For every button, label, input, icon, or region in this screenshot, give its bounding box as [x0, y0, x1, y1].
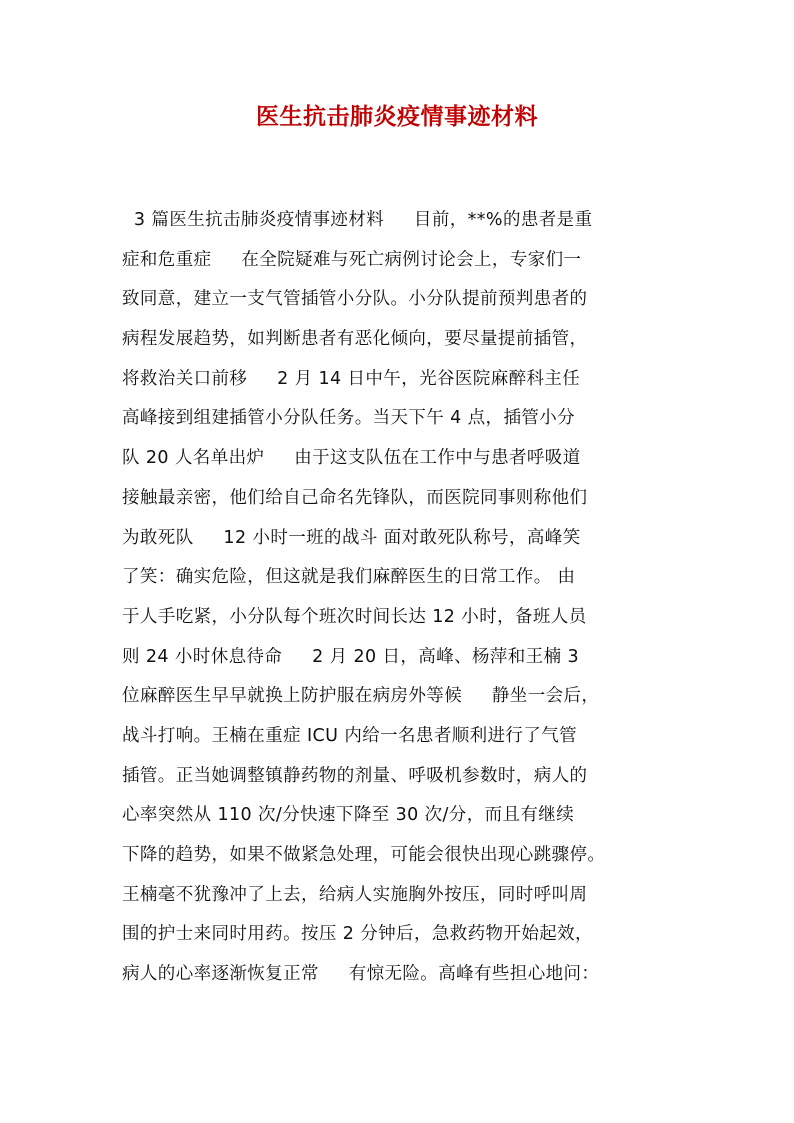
body-line: 致同意，建立一支气管插管小分队。小分队提前预判患者的 — [122, 289, 588, 310]
body-line: 队 20 人名单出炉 由于这支队伍在工作中与患者呼吸道 — [122, 448, 581, 469]
body-line: 王楠毫不犹豫冲了上去，给病人实施胸外按压，同时呼叫周 — [122, 884, 588, 905]
body-line: 则 24 小时休息待命 2 月 20 日，高峰、杨萍和王楠 3 — [122, 646, 579, 667]
document-body — [122, 201, 692, 995]
body-line: 于人手吃紧，小分队每个班次时间长达 12 小时，备班人员 — [122, 606, 587, 627]
body-line: 为敢死队 12 小时一班的战斗 面对敢死队称号，高峰笑 — [122, 527, 581, 548]
body-line: 病程发展趋势，如判断患者有恶化倾向，要尽量提前插管， — [122, 329, 588, 350]
body-line: 下降的趋势，如果不做紧急处理，可能会很快出现心跳骤停。 — [122, 845, 606, 865]
document-title: 医生抗击肺炎疫情事迹材料 — [256, 103, 538, 130]
body-line: 位麻醉医生早早就换上防护服在病房外等候 静坐一会后， — [122, 686, 600, 707]
body-line: 了笑：确实危险，但这就是我们麻醉医生的日常工作。 由 — [122, 567, 576, 588]
body-line: 围的护士来同时用药。按压 2 分钟后，急救药物开始起效， — [122, 924, 593, 945]
body-line: 战斗打响。王楠在重症 ICU 内给一名患者顺利进行了气管 — [122, 725, 578, 746]
body-line: 将救治关口前移 2 月 14 日中午，光谷医院麻醉科主任 — [122, 368, 581, 389]
body-line: 3 篇医生抗击肺炎疫情事迹材料 目前，**%的患者是重 — [122, 210, 593, 230]
body-line: 接触最亲密，他们给自己命名先锋队，而医院同事则称他们 — [122, 487, 588, 508]
body-line: 高峰接到组建插管小分队任务。当天下午 4 点，插管小分 — [122, 408, 576, 429]
body-line: 症和危重症 在全院疑难与死亡病例讨论会上，专家们一 — [122, 249, 582, 270]
body-line: 插管。正当她调整镇静药物的剂量、呼吸机参数时，病人的 — [122, 765, 588, 786]
body-line: 心率突然从 110 次/分快速下降至 30 次/分，而且有继续 — [122, 805, 575, 826]
body-line: 病人的心率逐渐恢复正常 有惊无险。高峰有些担心地问： — [122, 964, 600, 985]
